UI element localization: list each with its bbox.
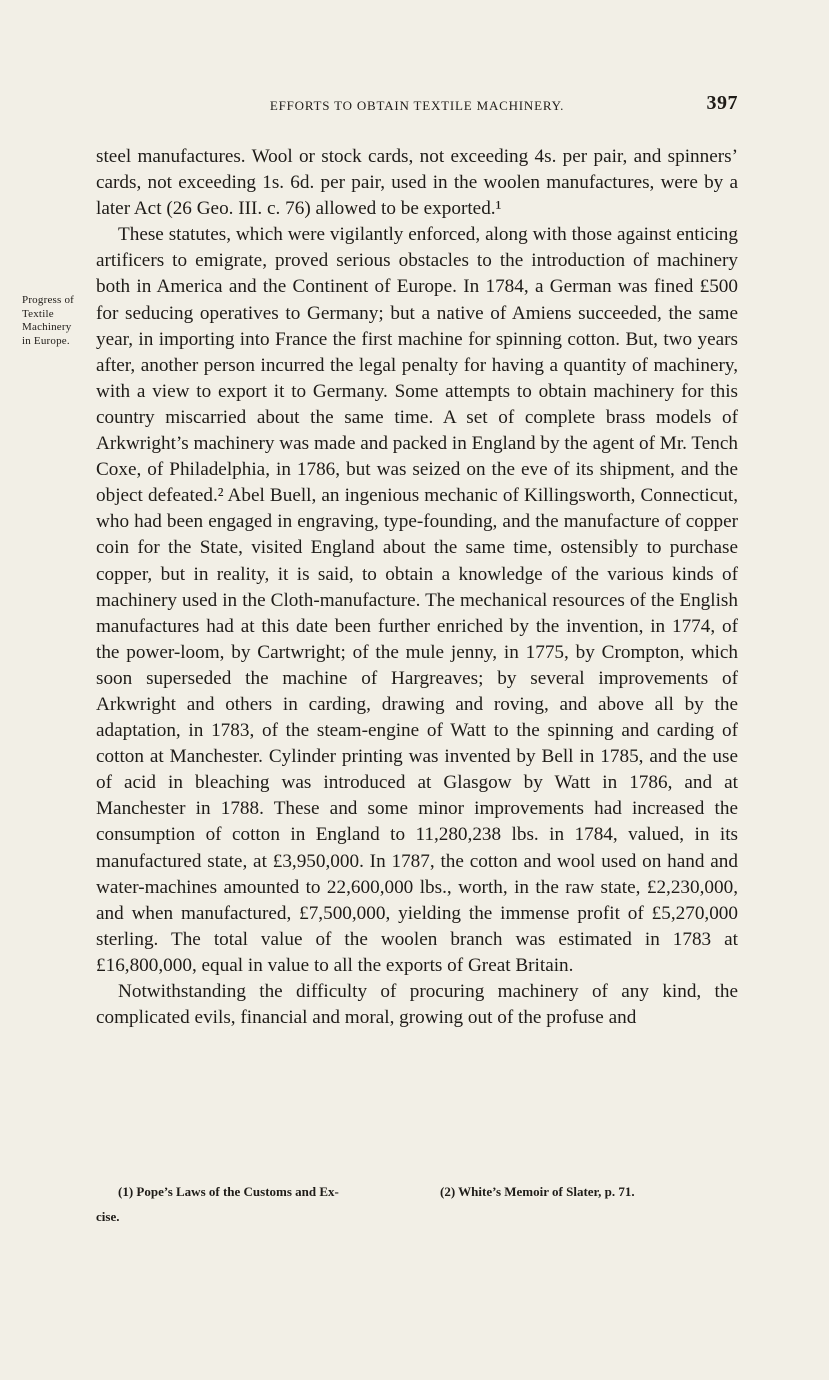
marginal-note bbox=[22, 294, 104, 348]
footnote-2: (2) White’s Memoir of Slater, p. 71. bbox=[440, 1184, 635, 1199]
paragraph-notwithstanding: Notwithstanding the difficulty of procuring machinery of any kind, the complicated evils, financial and moral, growing out of the profuse and bbox=[96, 981, 738, 1029]
marginal-note-line: Textile bbox=[22, 307, 54, 320]
paragraph-continuation: steel manufactures. Wool or stock cards, not exceeding 4s. per pair, and spinners’ cards, not exceeding 1s. 6d. per pair, used in the woolen manufactures, were by a later Act (26 Geo. III. c. 76) allowed to be exported.¹ bbox=[96, 146, 738, 220]
marginal-note-line: Machinery bbox=[22, 321, 72, 333]
footnote-1-continued: cise. bbox=[96, 1209, 120, 1224]
footnote-1: (1) Pope’s Laws of the Customs and Ex- bbox=[118, 1184, 339, 1199]
footnotes bbox=[96, 1179, 738, 1239]
marginal-note-line: Progress of bbox=[22, 294, 75, 306]
running-title: EFFORTS TO OBTAIN TEXTILE MACHINERY. bbox=[269, 98, 565, 113]
page-number: 397 bbox=[706, 92, 738, 114]
paragraph-statutes: These statutes, which were vigilantly enforced, along with those against enticing artificers to emigrate, proved serious obstacles to the introduction of machinery both in America and the Continent of Europe. In 1784, a German was fined £500 for seducing operatives to Germany; but a native of Amiens succeeded, the same year, in importing into France the first machine for spinning cotton. But, two years after, another person incurred the legal penalty for having a quantity of machinery, with a view to export it to Germany. Some attempts to obtain machinery for this country miscarried about the same time. A set of complete brass models of Arkwright’s machinery was made and packed in England by the agent of Mr. Tench Coxe, of Philadelphia, in 1786, but was seized on the eve of its shipment, and the object defeated.² Abel Buell, an ingenious mechanic of Killingsworth, Connecticut, who had been engaged in engraving, type-founding, and the manufacture of copper coin for the State, visited England about the same time, ostensibly to purchase copper, but in reality, it is said, to obtain a knowledge of the various kinds of machinery used in the Cloth-manufacture. The mechanical resources of the English manufactures had at this date been further enriched by the invention, in 1774, of the power-loom, by Cartwright; of the mule jenny, in 1775, by Crompton, which soon superseded the machine of Hargreaves; by several improvements of Arkwright and others in carding, drawing and roving, and above all by the adaptation, in 1783, of the steam-engine of Watt to the spinning and carding of cotton at Manchester. Cylinder printing was invented by Bell in 1785, and the use of acid in bleaching was introduced at Glasgow by Watt in 1786, and at Manchester in 1788. These and some minor improvements had increased the consumption of cotton in England to 11,280,238 lbs. in 1784, valued, in its manufactured state, at £3,950,000. In 1787, the cotton and wool used on hand and water-machines amounted to 22,600,000 lbs., worth, in the raw state, £2,230,000, and when manufactured, £7,500,000, yielding the immense profit of £5,270,000 sterling. The total value of the woolen branch was estimated in 1783 at £16,800,000, equal in value to all the exports of Great Britain. bbox=[96, 224, 738, 976]
running-head bbox=[96, 88, 738, 120]
body-text bbox=[96, 144, 738, 1031]
marginal-note-line: in Europe. bbox=[22, 334, 70, 347]
